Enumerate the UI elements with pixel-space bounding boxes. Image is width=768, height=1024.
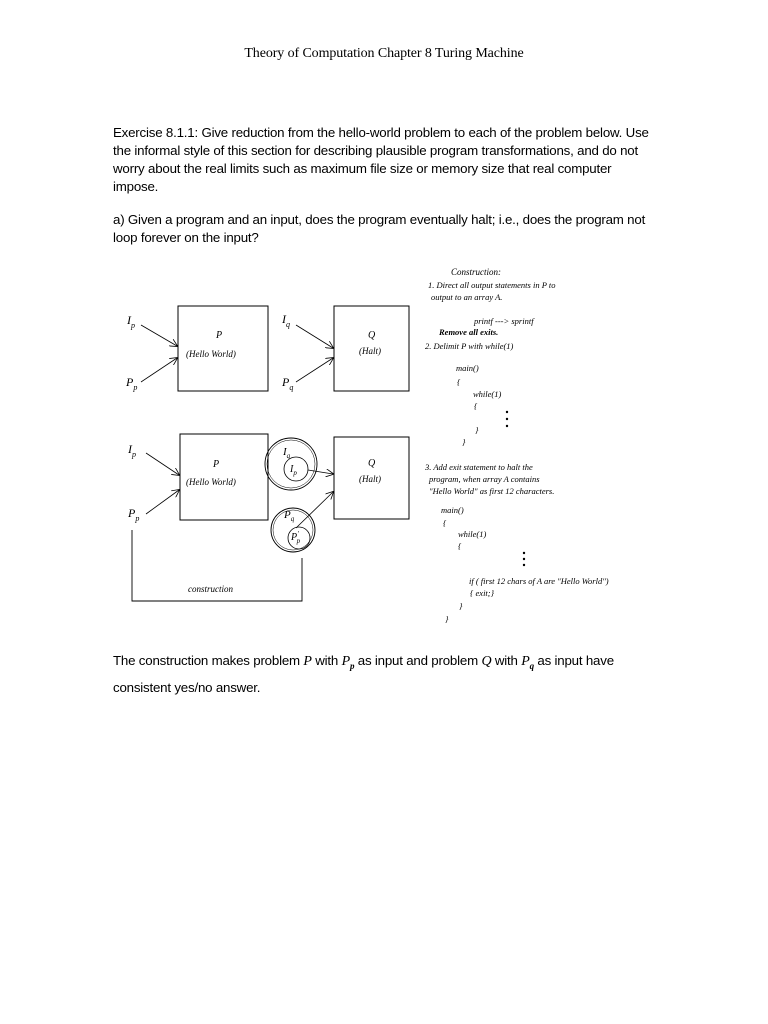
notes-brace-close2: }	[475, 425, 479, 435]
notes-step3b: program, when array A contains	[429, 474, 540, 484]
ellipsis-dot	[523, 558, 525, 560]
ellipsis-dot	[523, 552, 525, 554]
bottom-iq-label: $I_q$	[283, 446, 291, 460]
math-pp: $P_p$	[341, 654, 355, 671]
page-header: Theory of Computation Chapter 8 Turing Machine	[244, 46, 524, 61]
notes-step3c: "Hello World" as first 12 characters.	[429, 486, 555, 496]
top-box-p-sub: (Hello World)	[186, 349, 236, 359]
inner-ip-label: $I_p$	[290, 464, 297, 477]
notes-brace-open4: {	[458, 541, 462, 551]
top-box-q-title: Q	[368, 330, 376, 341]
top-iq-label: $I_q$	[282, 312, 290, 329]
notes-main1: main()	[456, 363, 479, 373]
notes-brace-close1: }	[462, 437, 466, 447]
math-q: Q	[481, 654, 492, 669]
notes-brace-close4: }	[459, 601, 463, 611]
top-pq-label: $P_q$	[282, 375, 294, 392]
ellipsis-dot	[506, 425, 508, 427]
bottom-pp-arrow	[146, 490, 179, 514]
top-ip-label: $I_p$	[127, 313, 135, 330]
notes-heading: Construction:	[451, 267, 502, 277]
notes-step1b: output to an array A.	[431, 292, 503, 302]
notes-remove-exits: Remove all exits.	[439, 327, 499, 337]
bottom-box-q-sub: (Halt)	[359, 474, 381, 484]
notes-while1: while(1)	[473, 389, 502, 399]
iq-to-q-arrow	[308, 470, 333, 474]
bottom-pp-label: $P_p$	[128, 506, 140, 523]
math-pq: $P_q$	[521, 654, 534, 671]
notes-exit-stmt: { exit;}	[470, 588, 495, 598]
notes-step3a: 3. Add exit statement to halt the	[425, 462, 533, 472]
top-pp-arrow	[141, 358, 177, 382]
construction-label: construction	[188, 584, 233, 594]
inner-pp-label: P' p	[291, 530, 301, 545]
bottom-box-p-title: P	[213, 459, 220, 470]
notes-step2: 2. Delimit P with while(1)	[425, 341, 514, 351]
top-box-p-title: P	[216, 330, 223, 341]
notes-main2: main()	[441, 505, 464, 515]
top-diagram	[125, 306, 409, 392]
bottom-diagram	[127, 434, 409, 601]
notes-printf: printf ---> sprintf	[474, 316, 534, 326]
top-pp-label: $P_p$	[126, 375, 138, 392]
notes-if-stmt: if ( first 12 chars of A are "Hello World")	[469, 576, 609, 586]
math-p: P	[303, 654, 312, 669]
construction-notes	[424, 267, 609, 624]
bottom-ip-arrow	[146, 453, 179, 475]
notes-brace-open1: {	[457, 377, 461, 387]
top-pq-arrow	[296, 358, 333, 382]
exercise-text: Exercise 8.1.1: Give reduction from the hello-world problem to each of the problem below. Use the informal style of this section for describing plausible program transformations, and do not worry about the real limits such as maximum file size or memory size that real computer impose.	[113, 125, 649, 194]
bottom-ip-label: $I_p$	[128, 442, 136, 459]
conclusion-text: The construction makes problem P with $P_p$ as input and problem Q with $P_q$ as input have consistent yes/no answer.	[113, 653, 614, 695]
top-iq-arrow	[296, 325, 333, 348]
bottom-box-q-title: Q	[368, 458, 376, 469]
top-box-q-sub: (Halt)	[359, 346, 381, 356]
notes-brace-open2: {	[474, 401, 478, 411]
part-a-question: a) Given a program and an input, does the program eventually halt; i.e., does the program not loop forever on the input?	[113, 212, 646, 245]
ellipsis-dot	[523, 564, 525, 566]
ellipsis-dot	[506, 418, 508, 420]
ellipsis-dot	[506, 411, 508, 413]
notes-brace-close3: }	[445, 614, 449, 624]
notes-brace-open3: {	[443, 518, 447, 528]
reduction-diagram	[0, 255, 768, 635]
top-ip-arrow	[141, 325, 177, 346]
notes-while2: while(1)	[458, 529, 487, 539]
notes-step1a: 1. Direct all output statements in P to	[428, 280, 556, 290]
bottom-box-p-sub: (Hello World)	[186, 477, 236, 487]
bottom-pq-label: $P_q$	[284, 509, 295, 523]
